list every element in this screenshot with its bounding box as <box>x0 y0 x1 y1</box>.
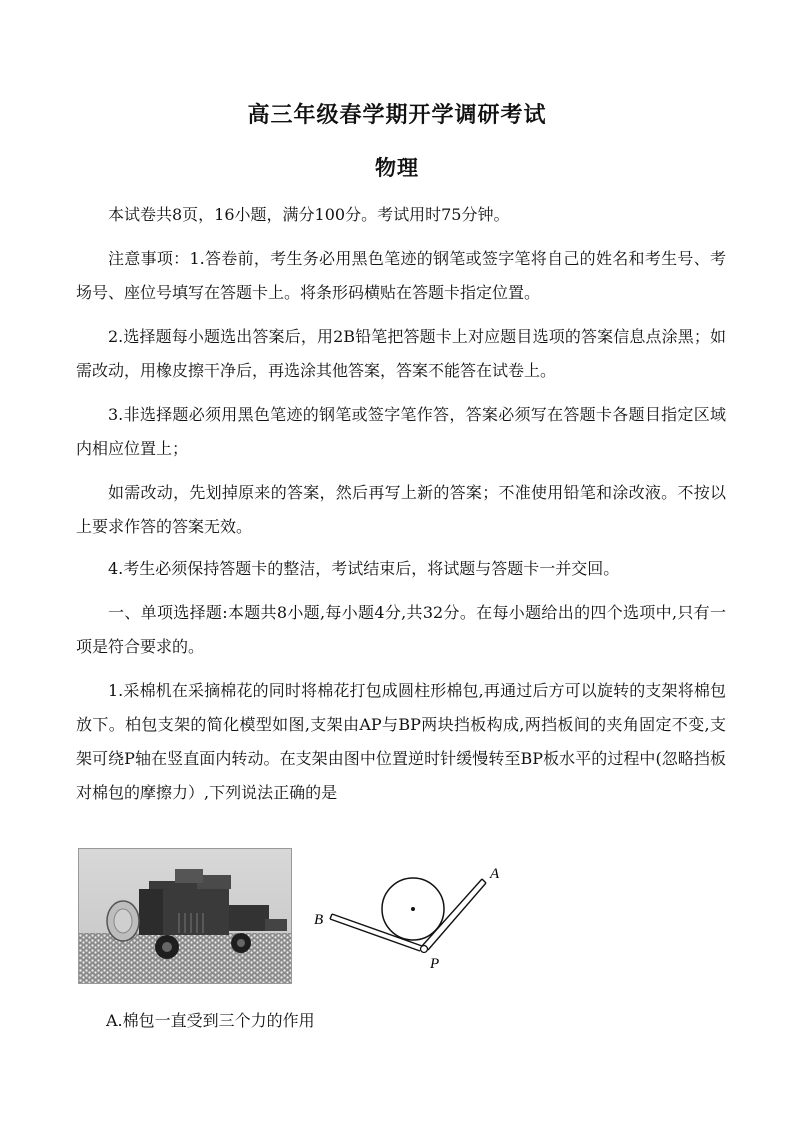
exam-title: 高三年级春学期开学调研考试 <box>247 102 547 128</box>
board-ap-outer <box>428 883 486 950</box>
option-a: A.棉包一直受到三个力的作用 <box>106 1011 315 1030</box>
note-3: 3.非选择题必须用黑色笔迹的钢笔或签字笔作答，答案必须写在答题卡各题目指定区域内相应位置上； <box>76 405 726 458</box>
label-a: A <box>490 866 500 882</box>
section-heading: 一、单项选择题:本题共8小题,每小题4分,共32分。在每小题给出的四个选项中,只有一项是符合要求的。 <box>76 603 726 656</box>
board-bp-upper <box>332 914 422 946</box>
label-p: P <box>430 956 440 972</box>
board-ap-inner <box>422 879 482 946</box>
note-2: 2.选择题每小题选出答案后，用2B铅笔把答题卡上对应题目选项的答案信息点涂黑；如需改动，用橡皮擦干净后，再选涂其他答案，答案不能答在试卷上。 <box>76 327 726 380</box>
label-b: B <box>314 912 324 928</box>
bale-support-diagram <box>310 852 510 972</box>
bale-center-dot <box>411 907 415 911</box>
board-bp-lower <box>330 919 420 951</box>
note-4: 4.考生必须保持答题卡的整洁，考试结束后，将试题与答题卡一并交回。 <box>108 559 620 578</box>
note-1: 注意事项：1.答卷前，考生务必用黑色笔迹的钢笔或签字笔将自己的姓名和考生号、考场号、座位号填写在答题卡上。将条形码横贴在答题卡指定位置。 <box>76 249 726 302</box>
note-3-continued: 如需改动，先划掉原来的答案，然后再写上新的答案；不准使用铅笔和涂改液。不按以上要求作答的答案无效。 <box>76 483 726 536</box>
question-1-stem: 1.采棉机在采摘棉花的同时将棉花打包成圆柱形棉包,再通过后方可以旋转的支架将棉包放下。柏包支架的简化模型如图,支架由AP与BP两块挡板构成,两挡板间的夹角固定不变,支架可绕P轴在竖直面内转动。在支架由图中位置逆时针缓慢转至BP板水平的过程中(忽略挡板对棉包的摩擦力）,下列说法正确的是 <box>76 681 726 802</box>
cotton-picker-photo <box>78 848 292 984</box>
subject-title: 物理 <box>375 155 419 180</box>
intro-text: 本试卷共8页，16小题，满分100分。考试用时75分钟。 <box>108 205 510 224</box>
pivot-p <box>421 946 428 953</box>
